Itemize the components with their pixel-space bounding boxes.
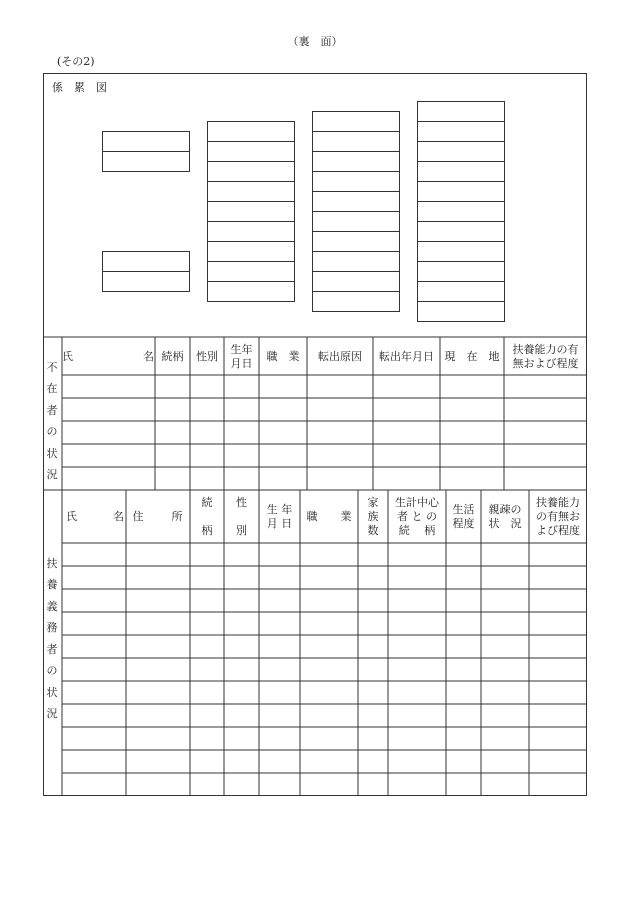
obligor-header-relation: 続 柄 (201, 496, 213, 537)
absent-header-sex: 性別 (196, 349, 218, 363)
absent-header-moved-date: 転出年月日 (379, 349, 434, 363)
form-number-label: (その2) (57, 55, 95, 68)
obligor-header-living-level: 生活 程度 (452, 503, 475, 530)
obligor-header-job-b: 業 (340, 510, 352, 524)
absent-header-reason: 転出原因 (318, 349, 362, 363)
absent-header-birth: 生年 月日 (230, 342, 253, 370)
obligor-header-sex: 性 別 (236, 496, 247, 537)
absent-header-name-b: 名 (143, 349, 154, 363)
obligor-header-earner-relation: 生計中心 者 と の 続 柄 (395, 496, 439, 537)
obligor-header-closeness: 親疎の 状 況 (488, 503, 522, 530)
family-tree-label: 係 累 図 (52, 81, 107, 94)
obligor-header-name-b: 名 (113, 510, 124, 524)
obligor-header-support: 扶養能力 の有無お よび程度 (536, 496, 580, 537)
absent-header-relation: 続柄 (161, 349, 184, 363)
absent-header-job: 職 業 (266, 349, 300, 363)
absent-header-support: 扶養能力の有 無および程度 (512, 342, 579, 370)
obligor-header-birth: 生 年 月 日 (266, 503, 293, 530)
obligor-section-label: 扶養義務者の状況 (46, 557, 58, 721)
obligor-header-job-a: 職 (306, 510, 318, 524)
obligor-header-addr-b: 所 (171, 510, 183, 524)
obligor-header-name-a: 氏 (66, 510, 77, 524)
absent-header-address: 現 在 地 (444, 349, 500, 363)
absent-header-name-a: 氏 (62, 349, 73, 363)
obligor-header-family-count: 家 族 数 (367, 496, 379, 537)
absent-section-label: 不在者の状況 (46, 361, 58, 482)
obligor-header-addr-a: 住 (132, 510, 144, 524)
page-title: （裏 面） (287, 35, 343, 48)
